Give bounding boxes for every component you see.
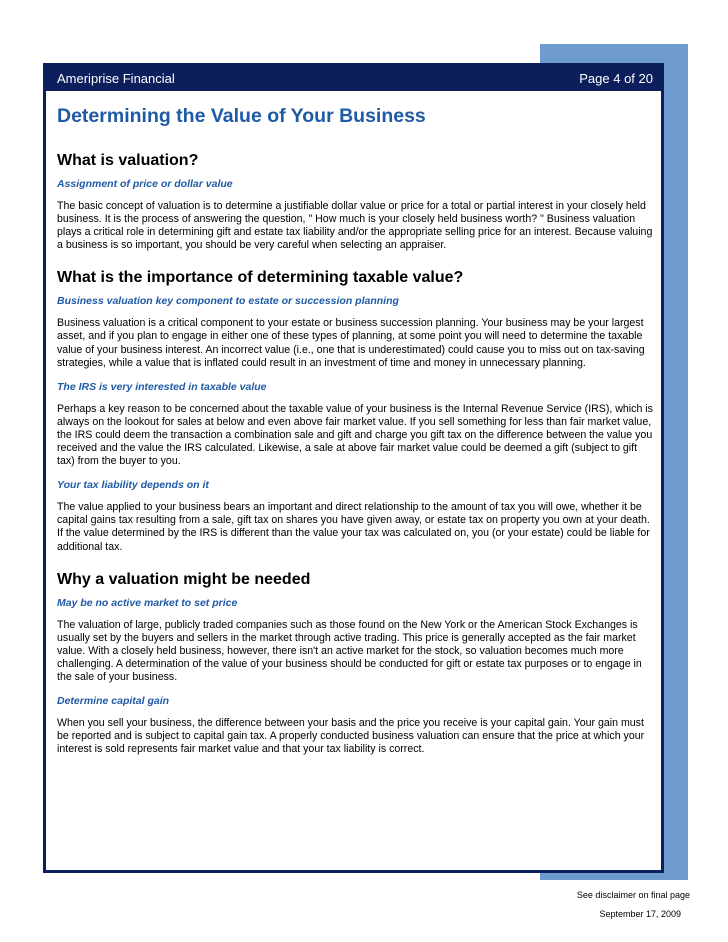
- company-name: Ameriprise Financial: [57, 71, 175, 86]
- paragraph: Perhaps a key reason to be concerned about the taxable value of your business is the Internal Revenue Service (IRS), which is always on the lookout for sales at below and even above fair market value. If you sell something for less than fair market value, the IRS could deem the transaction a combination sale and gift and charge you gift tax on the difference between the value you received and the value the IRS calculated. Likewise, a sale at above fair market value could be deemed a gift (subject to gift tax) from the buyer to you.: [57, 402, 653, 468]
- page-header: [46, 66, 661, 91]
- subheading: May be no active market to set price: [57, 596, 238, 609]
- document-date: September 17, 2009: [599, 909, 681, 919]
- subheading: Assignment of price or dollar value: [57, 178, 233, 190]
- paragraph: The basic concept of valuation is to determine a justifiable dollar value or price for a total or partial interest in your closely held business. It is the process of answering the question, " How much is your closely held business worth? " Business valuation plays a critical role in determining gift and estate tax liability and/or the appropriate selling price for an interest. Because valuing a business is so important, you should be very careful when selecting an appraiser.: [57, 200, 653, 252]
- paragraph: Business valuation is a critical component to your estate or business succession planning. Your business may be your largest asset, and if you plan to engage in either one of these types of planning, at some point you will need to determine the taxable value of your business interest. An incorrect value (i.e., one that is underestimated) could cause you to miss out on tax-saving strategies, while a value that is inflated could result in an investment of time and money in unnecessary planning.: [57, 317, 645, 369]
- disclaimer-note: See disclaimer on final page: [576, 890, 690, 900]
- subheading: Your tax liability depends on it: [57, 479, 209, 492]
- paragraph: The valuation of large, publicly traded companies such as those found on the New York or the American Stock Exchanges is usually set by the buyers and sellers in the market through active trading. This price is generally accepted as the fair market value. With a closely held business, however, there isn't an active market for the stock, so valuation becomes much more challenging. A determination of the value of your business should be conducted for gift or estate tax purposes or to engage in the sale of your business.: [57, 618, 642, 683]
- main-content: [46, 105, 661, 756]
- paragraph: When you sell your business, the difference between your basis and the price you receive is your capital gain. Your gain must be reported and is subject to capital gain tax. A properly conducted business valuation can ensure that the price at which your interest is sold represents fair market value and that your tax liability is correct.: [57, 717, 645, 756]
- subheading: The IRS is very interested in taxable value: [57, 380, 267, 393]
- page-frame: [43, 63, 664, 873]
- section-heading: What is valuation?: [57, 152, 199, 169]
- page-number: Page 4 of 20: [579, 71, 653, 86]
- page-title: Determining the Value of Your Business: [57, 105, 426, 127]
- paragraph: The value applied to your business bears an important and direct relationship to the amount of tax you will owe, whether it be capital gains tax resulting from a sale, gift tax on shares you have given away, or estate tax on property you own at your death. If the value determined by the IRS is different than the value your tax was calculated on, you (or your estate) could be liable for additional tax.: [57, 501, 650, 553]
- section-heading: What is the importance of determining taxable value?: [57, 269, 464, 287]
- subheading: Determine capital gain: [57, 695, 170, 708]
- subheading: Business valuation key component to estate or succession planning: [57, 295, 399, 308]
- section-heading: Why a valuation might be needed: [57, 570, 311, 588]
